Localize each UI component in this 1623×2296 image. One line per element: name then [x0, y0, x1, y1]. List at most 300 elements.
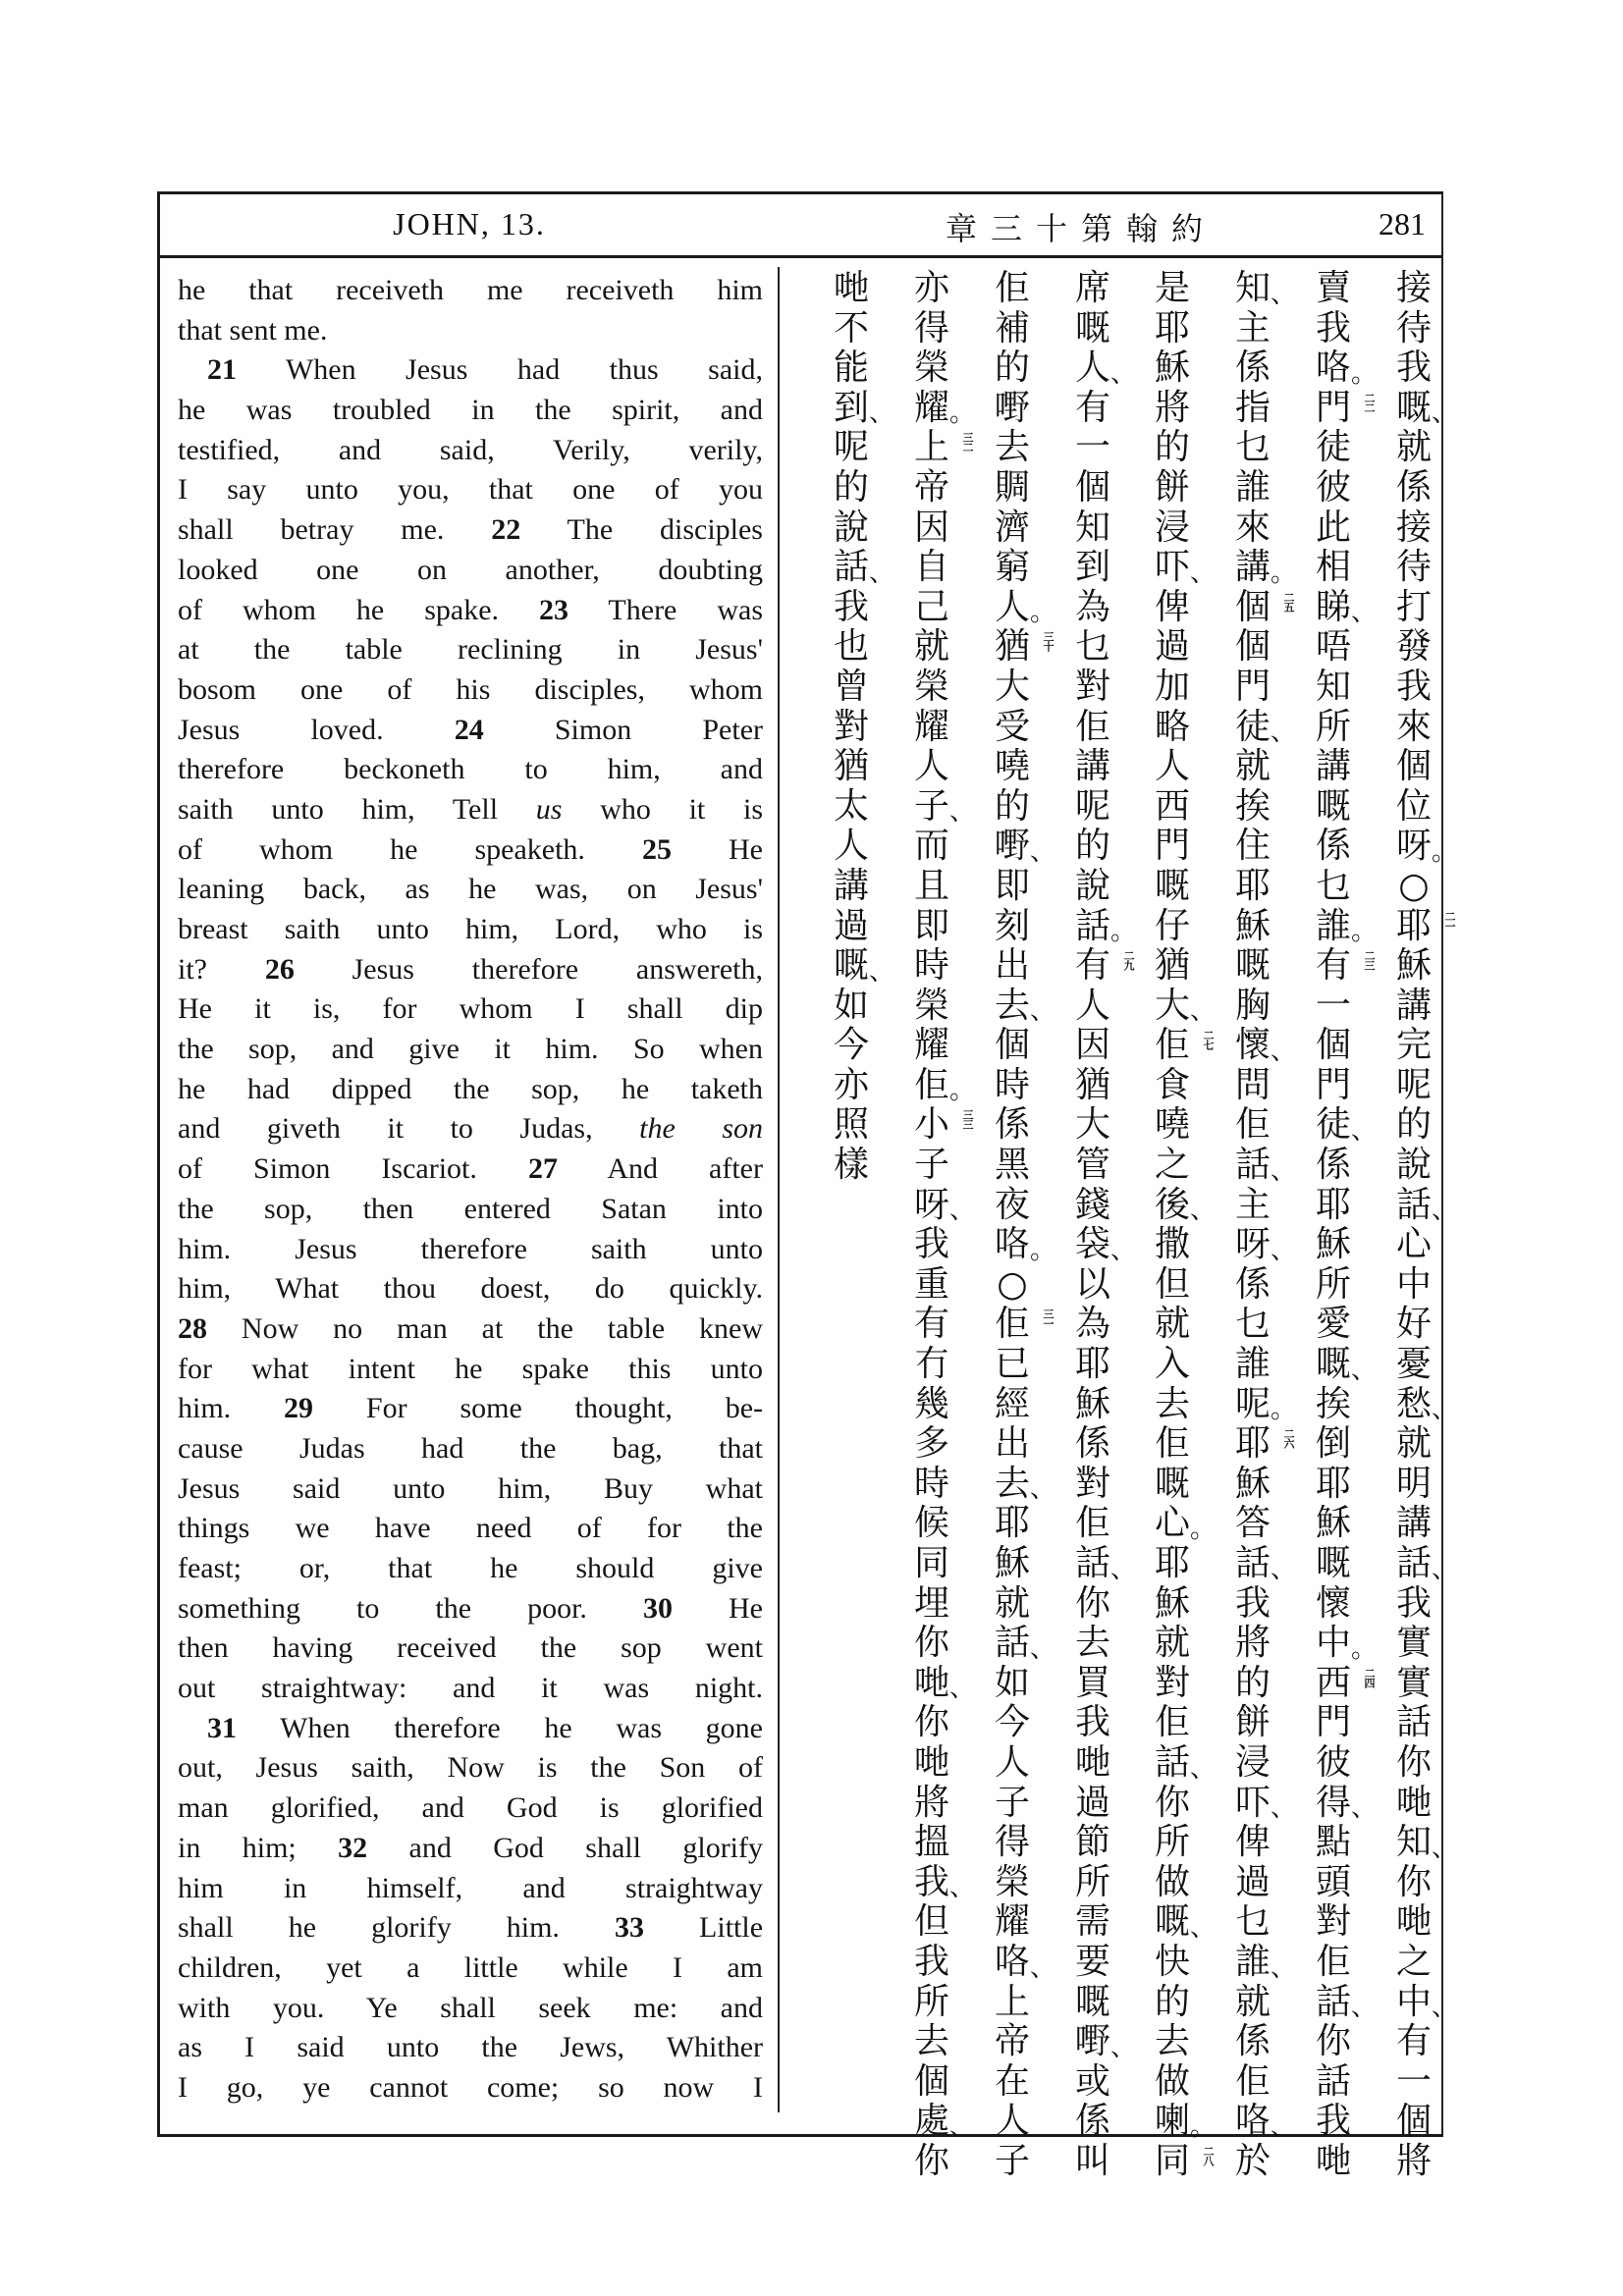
chinese-character: 同 [913, 1543, 949, 1583]
chinese-column [1143, 268, 1216, 2182]
chinese-character: 嘅 、 [833, 945, 894, 987]
verse-marker: 三二 [961, 432, 974, 453]
english-line: as I said unto the Jews, Whither [178, 2031, 763, 2064]
chinese-character: 講 [1395, 985, 1432, 1026]
chinese-character: 夜 [994, 1184, 1030, 1225]
chinese-character: 耀 [994, 1901, 1030, 1943]
english-line: it? 26 Jesus therefore answereth, [178, 952, 763, 986]
english-line: saith unto him, Tell us who it is [178, 792, 764, 826]
chinese-character: 埋 [913, 1582, 949, 1624]
punctuation-mark: 、 [1350, 1116, 1377, 1147]
english-line: he that receiveth me receiveth him [178, 274, 763, 306]
chinese-character: 挨 [1234, 785, 1271, 827]
chinese-character: 得 、 [1315, 1782, 1377, 1824]
chinese-character: 呢 。 [1234, 1383, 1296, 1425]
page-number: 281 [1379, 206, 1426, 241]
chinese-character: 佢 [994, 268, 1030, 308]
punctuation-mark: 、 [1350, 598, 1377, 628]
chinese-character: 得 [913, 307, 949, 348]
chinese-character: 咯 。 [994, 1224, 1055, 1265]
chinese-character: 冇 [913, 1344, 949, 1385]
chinese-character: 個 [1395, 2101, 1432, 2142]
chinese-character: 耶 二一 [1395, 905, 1456, 946]
chinese-character: 呢 [1074, 785, 1110, 827]
punctuation-mark: 、 [1270, 1554, 1296, 1584]
chinese-character: 哋 、 [913, 1662, 975, 1704]
chinese-character: 嘅 、 [1315, 1344, 1377, 1385]
chinese-character: 嘅 [1234, 945, 1271, 987]
chinese-character: 人 [1154, 746, 1190, 787]
chinese-character: 上 三二 [913, 427, 974, 468]
chinese-character: 對 [1074, 666, 1110, 707]
chinese-character: 西 二四 [1315, 1662, 1376, 1703]
chinese-character: 就 [913, 626, 949, 667]
chinese-character: 愛 [1315, 1304, 1351, 1345]
chinese-character: 人 [913, 746, 949, 787]
chinese-character: 知 、 [1234, 268, 1296, 309]
chinese-character: 就 [1234, 1981, 1271, 2022]
english-line: he was troubled in the spirit, and [178, 394, 763, 427]
punctuation-mark: 、 [1350, 1793, 1377, 1824]
chinese-character: 今 [833, 1025, 869, 1066]
punctuation-mark: 、 [1189, 1912, 1216, 1943]
chinese-character: 將 [913, 1782, 949, 1823]
chinese-column [1223, 268, 1296, 2182]
chinese-character: 挨 [1315, 1383, 1351, 1424]
chinese-character: 嘅 [1074, 1981, 1110, 2022]
english-line: 28 Now no man at the table knew [178, 1311, 763, 1345]
chinese-character: 主 [1234, 307, 1271, 348]
english-line: I go, ye cannot come; so now I [178, 2070, 763, 2104]
english-line: in him; 32 and God shall glorify [178, 1831, 764, 1864]
punctuation-mark: 、 [1189, 1196, 1216, 1226]
chinese-character: 就 [1154, 1304, 1190, 1345]
chinese-character: 門 [1154, 826, 1190, 867]
chinese-character: 來 [1395, 706, 1432, 747]
chinese-character: 人 [1074, 985, 1110, 1026]
chinese-character: 耶 二六 [1234, 1423, 1295, 1465]
english-line: testified, and said, Verily, verily, [178, 433, 763, 466]
chinese-character: 去 、 [994, 1463, 1055, 1505]
chinese-character: 去 [913, 2021, 949, 2062]
chinese-character: 太 [833, 785, 869, 827]
english-line: then having received the sop went [178, 1631, 763, 1665]
punctuation-mark: 、 [948, 1873, 975, 1903]
punctuation-mark: 、 [1029, 1952, 1055, 1983]
chinese-character: 係 [1315, 1145, 1351, 1186]
chinese-character: 猶 [1154, 945, 1190, 987]
chinese-character: 個 [1315, 1025, 1351, 1066]
chinese-character: 因 [1074, 1025, 1110, 1066]
chinese-character: 餅 [1154, 466, 1190, 507]
chinese-character: 的 [1395, 1104, 1432, 1146]
chinese-character: 席 [1074, 268, 1110, 308]
chinese-character: 以 [1074, 1263, 1110, 1305]
chinese-character: 心 。 [1154, 1503, 1216, 1544]
chinese-character: 猶 [833, 746, 869, 787]
chinese-character: 所 [1154, 1822, 1190, 1863]
chinese-character: 乜 [1234, 427, 1271, 468]
running-header [160, 194, 1441, 258]
chinese-character: 略 [1154, 706, 1190, 747]
punctuation-mark: 。 [1029, 1235, 1055, 1265]
english-line: shall he glorify him. 33 Little [178, 1911, 764, 1945]
chinese-character: 帝 [994, 2021, 1030, 2062]
punctuation-mark: 。 [1350, 917, 1377, 947]
punctuation-mark: 、 [1109, 358, 1136, 389]
chinese-character: 對 [1074, 1463, 1110, 1504]
chinese-character: 所 [913, 1981, 949, 2022]
chinese-character: 去 [994, 427, 1030, 468]
chinese-character: 子 [994, 2140, 1030, 2181]
chinese-character: 之 [1395, 1941, 1432, 1982]
chinese-character: 你 [913, 1623, 949, 1664]
chinese-character: 窮 [994, 547, 1030, 588]
chinese-character: 俾 [1234, 1822, 1271, 1863]
chinese-character: 自 [913, 547, 949, 588]
english-line: children, yet a little while I am [178, 1950, 763, 1984]
chinese-character: 穌 [1234, 905, 1271, 946]
chinese-character: 嘅 、 [1154, 1901, 1216, 1943]
punctuation-mark: 、 [1270, 718, 1296, 748]
chinese-column [1063, 268, 1136, 2182]
chinese-character: 說 [1074, 865, 1110, 906]
chinese-character: 時 [913, 945, 949, 987]
chinese-character: 你 [1395, 1741, 1432, 1783]
english-line: out, Jesus saith, Now is the Son of [178, 1751, 763, 1785]
punctuation-mark: 、 [948, 2111, 975, 2142]
chinese-character: 經 [994, 1383, 1030, 1424]
chinese-character: 講 [1074, 746, 1110, 787]
chinese-character: 子 [913, 1145, 949, 1186]
punctuation-mark: 。 [1270, 1395, 1296, 1425]
chinese-character: 個 二五 [1234, 586, 1295, 627]
chinese-character: 候 [913, 1503, 949, 1544]
punctuation-mark: 、 [1109, 1554, 1136, 1584]
chinese-character: 佢 三一 [994, 1304, 1055, 1345]
chinese-character: 幾 [913, 1383, 949, 1424]
chinese-character: 能 [833, 347, 869, 389]
chinese-character: 嘅 [1074, 307, 1110, 348]
verse-marker: 二一 [1443, 910, 1456, 931]
english-line: him, What thou doest, do quickly. [178, 1272, 763, 1306]
punctuation-mark: 、 [868, 399, 894, 429]
chinese-character: 嘅 、 [1395, 387, 1457, 429]
english-line: him. 29 For some thought, be- [178, 1392, 763, 1425]
chinese-character: 我 [1395, 1582, 1432, 1624]
chinese-character: 門 二二 [1315, 387, 1376, 428]
punctuation-mark: 、 [1109, 2032, 1136, 2062]
chinese-character: 加 [1154, 666, 1190, 707]
verse-number: 25 [641, 832, 672, 866]
chinese-character: 子 、 [913, 785, 975, 828]
chinese-character: 的 [1154, 427, 1190, 468]
punctuation-mark: 。 [948, 399, 975, 429]
punctuation-mark: 、 [868, 558, 894, 588]
chinese-character: 如 [994, 1662, 1030, 1703]
english-line: the sop, and give it him. So when [178, 1033, 763, 1066]
chinese-character: 榮 [913, 985, 949, 1026]
chinese-character: 耶 [1074, 1344, 1110, 1385]
chinese-character: 話 、 [1154, 1741, 1216, 1784]
verse-marker: 二六 [1282, 1428, 1295, 1449]
chinese-character: 猶 [1074, 1064, 1110, 1105]
chinese-character: 搵 [913, 1822, 949, 1863]
chinese-character: 多 [913, 1423, 949, 1465]
chinese-character: 人 [994, 1741, 1030, 1783]
chinese-character: 懷 、 [1234, 1025, 1296, 1066]
chinese-character: 就 [1395, 427, 1432, 468]
punctuation-mark: 、 [1350, 1993, 1377, 2023]
english-line: of whom he speaketh. 25 He [178, 832, 763, 866]
chinese-character: 門 [1315, 1702, 1351, 1743]
chinese-character: 點 [1315, 1822, 1351, 1863]
chinese-character: 過 [1154, 626, 1190, 667]
english-line: breast saith unto him, Lord, who is [178, 913, 763, 945]
punctuation-mark: 。 [1431, 836, 1457, 867]
punctuation-mark: 、 [1029, 836, 1055, 867]
chinese-character: 去 [1154, 2021, 1190, 2062]
chinese-column [1384, 268, 1457, 2182]
chinese-character: 後 、 [1154, 1184, 1216, 1226]
chinese-character: 話 [1315, 2060, 1351, 2102]
chinese-character: 門 [1315, 1064, 1351, 1105]
chinese-character: 的 [1234, 1662, 1271, 1703]
chinese-character: 個 [1074, 466, 1110, 507]
chinese-character: 處 、 [913, 2101, 975, 2142]
chinese-character: 係 [1234, 2021, 1271, 2062]
chinese-character: 哋 [913, 1741, 949, 1783]
chinese-character: 講 。 [1234, 547, 1296, 588]
chinese-character: 賣 [1315, 268, 1351, 308]
chinese-character: 係 [1234, 1263, 1271, 1305]
chinese-character: 己 [913, 586, 949, 627]
english-line: at the table reclining in Jesus' [178, 633, 763, 667]
punctuation-mark: 。 [1029, 598, 1055, 628]
chinese-character: 亦 [833, 1064, 869, 1105]
chinese-character: 一 [1074, 427, 1110, 468]
chinese-character: 做 [1154, 1861, 1190, 1902]
english-line: shall betray me. 22 The disciples [178, 513, 763, 547]
chinese-character: 有 二九 [1074, 945, 1135, 987]
english-line: for what intent he spake this unto [178, 1352, 763, 1385]
verse-marker: 三三 [961, 1109, 974, 1130]
chinese-character: 佢 [1154, 1423, 1190, 1465]
chinese-character: 打 [1395, 586, 1432, 627]
chinese-character: 亦 [913, 268, 949, 308]
chinese-character: 誰 、 [1234, 1941, 1296, 1983]
english-line: bosom one of his disciples, whom [178, 672, 763, 706]
chinese-character: 猶 三十 [994, 626, 1055, 667]
english-line: Jesus said unto him, Buy what [178, 1471, 763, 1505]
chinese-character: 講 [1315, 746, 1351, 787]
chinese-character: 哋 [833, 268, 869, 308]
chinese-character: 對 [1154, 1662, 1190, 1703]
chinese-character: 嘢 [994, 387, 1030, 428]
chinese-character: 我 、 [913, 1861, 975, 1903]
punctuation-mark: 、 [1029, 1633, 1055, 1664]
chinese-character: 之 [1154, 1145, 1190, 1186]
punctuation-mark: 、 [1270, 2111, 1296, 2142]
english-running-title: JOHN, 13. [393, 206, 546, 241]
chinese-character: 住 [1234, 826, 1271, 867]
chinese-character: 而 [913, 826, 949, 867]
chinese-character: 主 [1234, 1184, 1271, 1225]
chinese-character: 就 [994, 1582, 1030, 1624]
english-text-column [178, 271, 763, 2109]
chinese-character: 你 [1315, 2021, 1351, 2062]
punctuation-mark: 、 [1270, 1235, 1296, 1265]
chinese-character: 就 [1154, 1623, 1190, 1664]
chinese-character: 我 [913, 1224, 949, 1265]
chinese-character: 食 [1154, 1064, 1190, 1105]
chinese-character: 彼 [1315, 1741, 1351, 1783]
chinese-character: 叫 [1074, 2140, 1110, 2181]
chinese-character: 個 [913, 2060, 949, 2102]
chinese-character: 心 [1395, 1224, 1432, 1265]
punctuation-mark: 、 [1270, 1036, 1296, 1066]
punctuation-mark: 、 [1431, 1833, 1457, 1863]
chinese-character: 哋 [1395, 1901, 1432, 1943]
chinese-character: 話 、 [1395, 1543, 1457, 1584]
chinese-character: 買 [1074, 1662, 1110, 1703]
verse-number: 24 [454, 713, 484, 746]
verse-number: 33 [614, 1911, 644, 1945]
chinese-text-area [788, 268, 1457, 2181]
chinese-character: 你 [1395, 1861, 1432, 1902]
chinese-character: 穌 [1074, 1383, 1110, 1424]
chinese-character: 佢 [1315, 1941, 1351, 1982]
chinese-character: 呀 、 [913, 1184, 975, 1226]
chinese-character: ○ [997, 1263, 1028, 1305]
punctuation-mark: 、 [1189, 996, 1216, 1027]
punctuation-mark: 、 [1350, 1355, 1377, 1385]
punctuation-mark: 。 [1350, 1633, 1377, 1664]
chinese-character: 喇 。 [1154, 2101, 1216, 2142]
chinese-character: 話 、 [1234, 1543, 1296, 1584]
chinese-character: 係 [1395, 466, 1432, 507]
chinese-character: 西 [1154, 785, 1190, 827]
chinese-character: 已 [994, 1344, 1030, 1385]
chinese-character: 你 [1074, 1582, 1110, 1624]
chinese-character: 但 [1154, 1263, 1190, 1305]
chinese-character: ○ [1398, 865, 1430, 906]
chinese-character: 時 [994, 1064, 1030, 1105]
chinese-character: 耶 [1315, 1463, 1351, 1504]
punctuation-mark: 、 [948, 1196, 975, 1226]
english-line: that sent me. [178, 313, 328, 347]
chinese-character: 個 [1234, 626, 1271, 667]
english-line: of Simon Iscariot. 27 And after [178, 1152, 763, 1186]
chinese-character: 快 [1154, 1941, 1190, 1982]
chinese-character: 嘅 [1154, 865, 1190, 906]
chinese-character: 的 [994, 347, 1030, 389]
chinese-character: 係 [1234, 347, 1271, 389]
chinese-character: 大 、 [1154, 985, 1216, 1027]
chinese-character: 過 [833, 905, 869, 946]
chinese-character: 仔 [1154, 905, 1190, 946]
punctuation-mark: 。 [1350, 358, 1377, 389]
chinese-character: 去 [1154, 1383, 1190, 1424]
chinese-character: 佢 二七 [1154, 1025, 1215, 1066]
chinese-character: 乜 [1234, 1901, 1271, 1943]
chinese-character: 發 [1395, 626, 1432, 667]
chinese-character: 徒 [1315, 427, 1351, 468]
chinese-character: 中 。 [1315, 1623, 1377, 1664]
chinese-character: 話 、 [1395, 1184, 1457, 1226]
chinese-character: 節 [1074, 1822, 1110, 1863]
chinese-character: 為 [1074, 1304, 1110, 1345]
chinese-character: 耶 [1234, 865, 1271, 906]
chinese-character: 知 、 [1395, 1822, 1457, 1863]
punctuation-mark: 。 [1189, 1515, 1216, 1544]
punctuation-mark: 、 [1270, 1952, 1296, 1983]
chinese-character: 管 [1074, 1145, 1110, 1186]
chinese-character: 呢 [833, 427, 869, 468]
punctuation-mark: 。 [1270, 558, 1296, 588]
chinese-character: 說 [833, 507, 869, 548]
chinese-character: 榮 [913, 666, 949, 707]
chinese-character: 此 [1315, 507, 1351, 548]
chinese-character: 過 [1074, 1782, 1110, 1823]
punctuation-mark: 、 [1431, 1196, 1457, 1226]
chinese-character: 哋 [1074, 1741, 1110, 1783]
chinese-character: 嘵 [1154, 1104, 1190, 1146]
chinese-character: 話 、 [1074, 1543, 1136, 1584]
english-line: leaning back, as he was, on Jesus' [178, 873, 763, 906]
chinese-character: 穌 [1154, 347, 1190, 389]
punctuation-mark: 、 [1431, 1395, 1457, 1425]
chinese-character: 我 [1395, 666, 1432, 707]
verse-number: 30 [642, 1591, 673, 1625]
chinese-character: 去 、 [994, 985, 1055, 1027]
chinese-character: 哋 [1395, 1782, 1432, 1823]
chinese-character: 撒 [1154, 1224, 1190, 1265]
verse-number: 26 [264, 952, 295, 986]
chinese-character: 咯 、 [994, 1941, 1055, 1983]
english-line: man glorified, and God is glorified [178, 1791, 763, 1825]
chinese-character: 我 [1395, 347, 1432, 389]
chinese-character: 答 [1234, 1503, 1271, 1544]
chinese-character: 我 [1315, 2101, 1351, 2142]
chinese-character: 誰 。 [1315, 905, 1377, 947]
chinese-character: 曾 [833, 666, 869, 707]
chinese-character: 有 [913, 1304, 949, 1345]
chinese-character: 一 [1395, 2060, 1432, 2102]
chinese-character: 咯 、 [1234, 2101, 1296, 2142]
chinese-character: 指 [1234, 387, 1271, 428]
chinese-running-title: 章三十第翰約 [946, 210, 1217, 247]
chinese-character: 穌 [1154, 1582, 1190, 1624]
chinese-character: 我 [1234, 1582, 1271, 1624]
english-line: him. Jesus therefore saith unto [178, 1232, 763, 1265]
chinese-character: 接 [1395, 268, 1432, 308]
chinese-character: 出 [994, 945, 1030, 987]
chinese-character: 話 、 [1234, 1145, 1296, 1186]
english-line: things we have need of for the [178, 1512, 763, 1545]
english-line: him in himself, and straightway [178, 1871, 763, 1904]
chinese-character: 誰 [1234, 466, 1271, 507]
chinese-character: 接 [1395, 507, 1432, 548]
chinese-character: 穌 [1395, 945, 1432, 987]
chinese-character: 位 [1395, 785, 1432, 827]
chinese-character: 嘢 、 [1074, 2021, 1136, 2062]
chinese-character: 人 [833, 826, 869, 867]
chinese-character: 門 [1234, 666, 1271, 707]
chinese-character: 上 [994, 1981, 1030, 2022]
english-line: something to the poor. 30 He [178, 1591, 763, 1625]
chinese-character: 相 [1315, 547, 1351, 588]
